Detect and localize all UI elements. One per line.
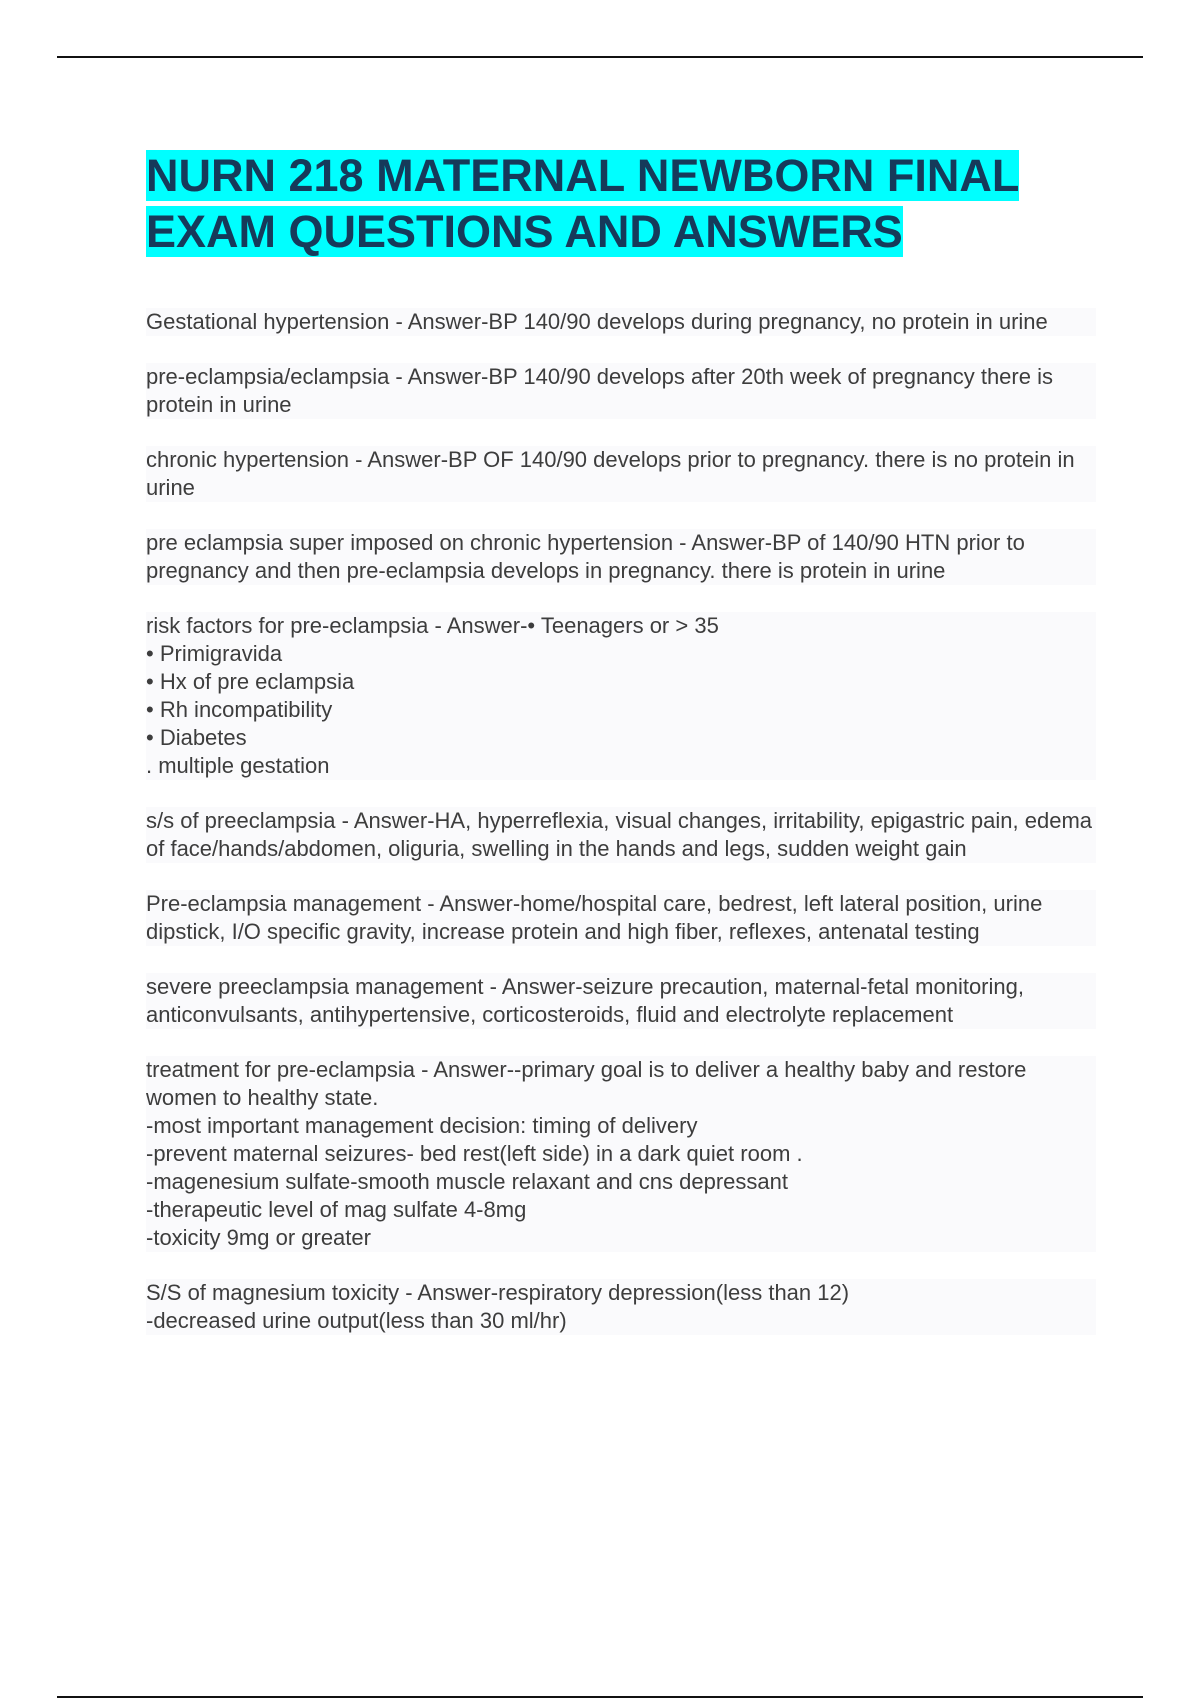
qa-item-chronic-hypertension: chronic hypertension - Answer-BP OF 140/90 develops prior to pregnancy. there is no protein in urine xyxy=(146,446,1096,502)
qa-item-superimposed-pre-eclampsia: pre eclampsia super imposed on chronic hypertension - Answer-BP of 140/90 HTN prior to pregnancy and then pre-eclampsia develops in pregnancy. there is protein in urine xyxy=(146,529,1096,585)
qa-item-magnesium-toxicity: S/S of magnesium toxicity - Answer-respiratory depression(less than 12) -decreased urine output(less than 30 ml/hr) xyxy=(146,1279,1096,1335)
document-body xyxy=(146,148,1096,1362)
title-line-1: NURN 218 MATERNAL NEWBORN FINAL xyxy=(146,150,1020,201)
top-rule xyxy=(57,56,1143,58)
qa-item-management: Pre-eclampsia management - Answer-home/hospital care, bedrest, left lateral position, urine dipstick, I/O specific gravity, increase protein and high fiber, reflexes, antenatal testing xyxy=(146,890,1096,946)
qa-item-pre-eclampsia-eclampsia: pre-eclampsia/eclampsia - Answer-BP 140/90 develops after 20th week of pregnancy there is protein in urine xyxy=(146,363,1096,419)
qa-item-risk-factors: risk factors for pre-eclampsia - Answer-• Teenagers or > 35 • Primigravida • Hx of pre eclampsia • Rh incompatibility • Diabetes . multiple gestation xyxy=(146,612,1096,780)
qa-item-gestational-hypertension: Gestational hypertension - Answer-BP 140/90 develops during pregnancy, no protein in urine xyxy=(146,308,1096,336)
qa-item-treatment: treatment for pre-eclampsia - Answer--primary goal is to deliver a healthy baby and restore women to healthy state. -most important management decision: timing of delivery -prevent maternal seizures- bed rest(left side) in a dark quiet room . -magenesium sulfate-smooth muscle relaxant and cns depressant -therapeutic level of mag sulfate 4-8mg -toxicity 9mg or greater xyxy=(146,1056,1096,1252)
title-line-2: EXAM QUESTIONS AND ANSWERS xyxy=(146,206,903,257)
qa-item-signs-symptoms: s/s of preeclampsia - Answer-HA, hyperreflexia, visual changes, irritability, epigastric pain, edema of face/hands/abdomen, oliguria, swelling in the hands and legs, sudden weight gain xyxy=(146,807,1096,863)
qa-list xyxy=(146,308,1096,1335)
bottom-rule xyxy=(57,1696,1143,1698)
qa-item-severe-management: severe preeclampsia management - Answer-seizure precaution, maternal-fetal monitoring, anticonvulsants, antihypertensive, corticosteroids, fluid and electrolyte replacement xyxy=(146,973,1096,1029)
document-title xyxy=(146,148,1096,260)
